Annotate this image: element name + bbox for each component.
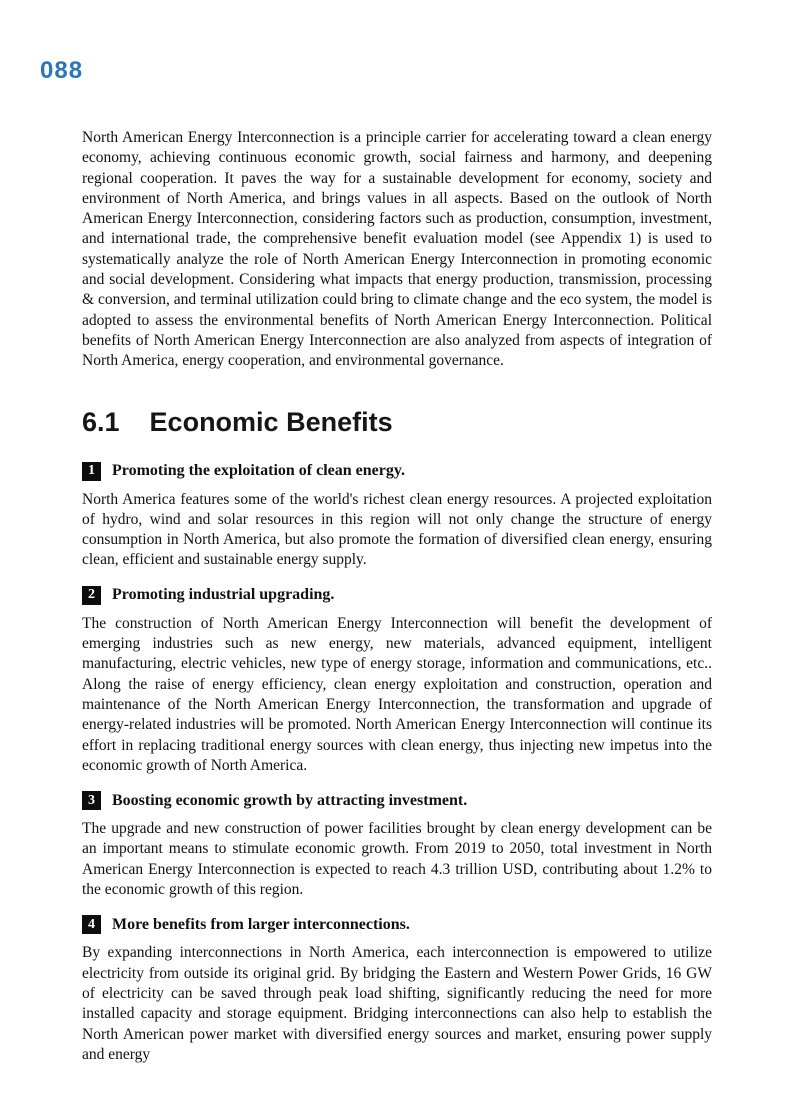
item-number-badge: 4: [82, 915, 101, 934]
item-title: More benefits from larger interconnections.: [112, 915, 410, 933]
intro-paragraph: North American Energy Interconnection is a principle carrier for accelerating toward a clean energy economy, achieving continuous economic growth, social fairness and harmony, and deepening regional cooperation. It paves the way for a sustainable development for economy, society and environment of North America, and brings values in all aspects. Based on the outlook of North American Energy Interconnection, considering factors such as production, consumption, investment, and international trade, the comprehensive benefit evaluation model (see Appendix 1) is used to systematically analyze the role of North American Energy Interconnection in promoting economic and social development. Considering what impacts that energy production, transmission, processing & conversion, and terminal utilization could bring to climate change and the eco system, the model is adopted to assess the environmental benefits of North American Energy Interconnection. Political benefits of North American Energy Interconnection are also analyzed from aspects of integration of North America, energy cooperation, and environmental governance.: [82, 129, 712, 370]
section-heading: [82, 407, 712, 438]
item-paragraph: North America features some of the world's richest clean energy resources. A projected exploitation of hydro, wind and solar resources in this region will not only change the structure of energy consumption in North America, but also promote the formation of diversified clean energy, ensuring clean, efficient and sustainable energy supply.: [82, 490, 712, 569]
item-title: Promoting the exploitation of clean energy.: [112, 462, 405, 480]
item-heading: [82, 915, 712, 934]
item-number-badge: 1: [82, 462, 101, 481]
list-item: [82, 791, 712, 900]
item-title: Promoting industrial upgrading.: [112, 586, 335, 604]
item-paragraph: By expanding interconnections in North America, each interconnection is empowered to utilize electricity from outside its original grid. By bridging the Eastern and Western Power Grids, 16 GW of electricity can be saved through peak load shifting, significantly reducing the need for more installed capacity and storage equipment. Bridging interconnections can also help to establish the North American power market with diversified energy sources and market, ensuring power supply and energy: [82, 944, 712, 1063]
item-number-badge: 2: [82, 586, 101, 605]
page-content: [82, 128, 712, 1069]
item-heading: [82, 791, 712, 810]
item-title: Boosting economic growth by attracting investment.: [112, 791, 468, 809]
item-paragraph: The construction of North American Energy Interconnection will benefit the development of emerging industries such as new energy, new materials, advanced equipment, intelligent manufacturing, electric vehicles, new type of energy storage, information and communications, etc.. Along the raise of energy efficiency, clean energy exploitation and construction, operation and maintenance of the North American Energy Interconnection, the transformation and upgrade of energy-related industries will be promoted. North American Energy Interconnection will continue its effort in replacing traditional energy sources with clean energy, thus injecting new impetus into the economic growth of North America.: [82, 614, 712, 774]
section-title: Economic Benefits: [149, 406, 393, 437]
section-number: 6.1: [82, 406, 120, 437]
list-item: [82, 462, 712, 571]
page-number: 088: [40, 57, 84, 84]
item-number-badge: 3: [82, 791, 101, 810]
list-item: [82, 586, 712, 776]
list-item: [82, 915, 712, 1065]
item-heading: [82, 462, 712, 481]
item-paragraph: The upgrade and new construction of power facilities brought by clean energy development can be an important means to stimulate economic growth. From 2019 to 2050, total investment in North American Energy Interconnection is expected to reach 4.3 trillion USD, contributing about 1.2% to the economic growth of this region.: [82, 820, 712, 899]
item-heading: [82, 586, 712, 605]
